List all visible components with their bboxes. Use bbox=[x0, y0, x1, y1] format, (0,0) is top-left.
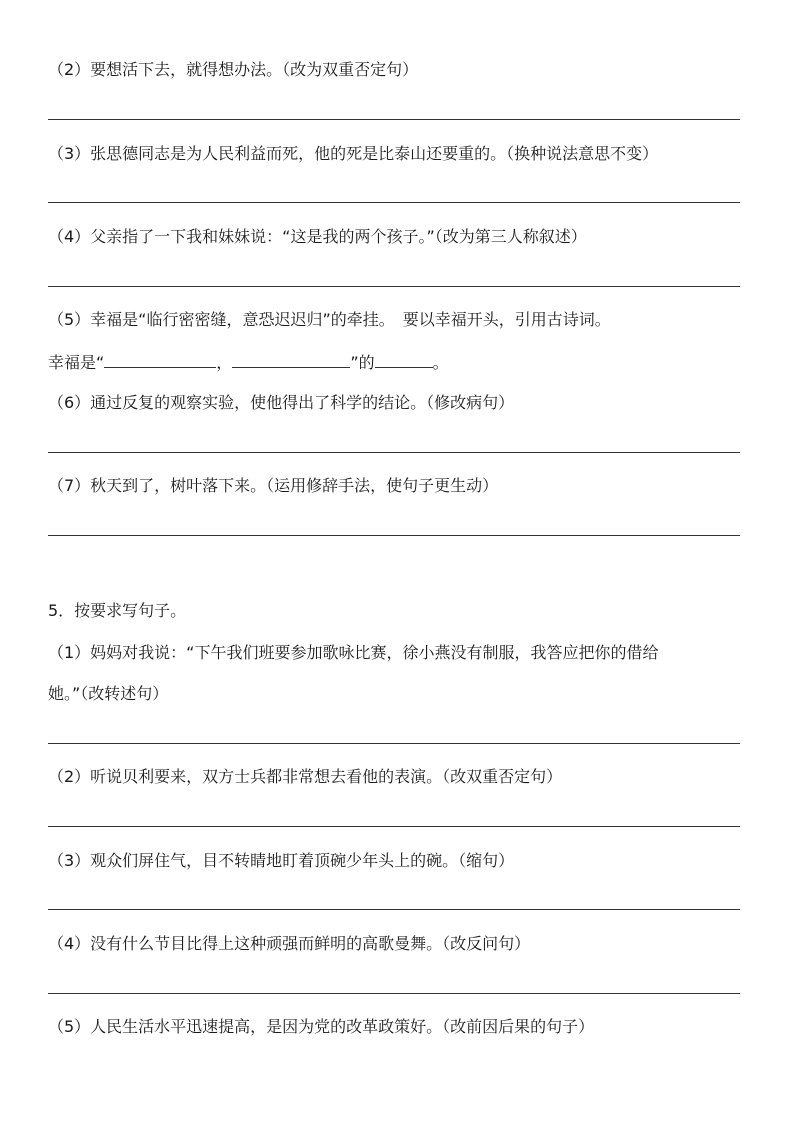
section-5-heading: 5．按要求写句子。 bbox=[48, 601, 187, 620]
fill-blank-2[interactable] bbox=[232, 352, 350, 368]
question-5-1-line-2: 她。”（改转述句） bbox=[48, 684, 169, 703]
answer-line-4-4 bbox=[48, 286, 740, 287]
fill-close: ”的 bbox=[350, 353, 375, 372]
fill-blank-1[interactable] bbox=[104, 352, 216, 368]
answer-line-4-6 bbox=[48, 452, 740, 453]
fill-blank-3[interactable] bbox=[375, 352, 433, 368]
answer-line-4-2 bbox=[48, 119, 740, 120]
fill-end: 。 bbox=[432, 353, 449, 372]
fill-separator: ， bbox=[216, 353, 233, 372]
question-5-1-line-1: （1）妈妈对我说：“下午我们班要参加歌咏比赛，徐小燕没有制服，我答应把你的借给 bbox=[48, 643, 659, 662]
question-5-5: （5）人民生活水平迅速提高，是因为党的改革政策好。（改前因后果的句子） bbox=[48, 1017, 595, 1036]
question-5-2: （2）听说贝利要来，双方士兵都非常想去看他的表演。（改双重否定句） bbox=[48, 767, 563, 786]
answer-line-5-3 bbox=[48, 909, 740, 910]
question-4-4: （4）父亲指了一下我和妹妹说：“这是我的两个孩子。”（改为第三人称叙述） bbox=[48, 227, 587, 246]
question-4-6: （6）通过反复的观察实验，使他得出了科学的结论。（修改病句） bbox=[48, 393, 515, 412]
answer-line-5-2 bbox=[48, 826, 740, 827]
question-4-3: （3）张思德同志是为人民利益而死，他的死是比泰山还要重的。（换种说法意思不变） bbox=[48, 144, 659, 163]
question-4-7: （7）秋天到了，树叶落下来。（运用修辞手法，使句子更生动） bbox=[48, 476, 499, 495]
fill-in-sentence-4-5 bbox=[48, 352, 449, 373]
question-5-3: （3）观众们屏住气，目不转睛地盯着顶碗少年头上的碗。（缩句） bbox=[48, 851, 515, 870]
answer-line-5-4 bbox=[48, 993, 740, 994]
answer-line-4-3 bbox=[48, 202, 740, 203]
answer-line-4-7 bbox=[48, 535, 740, 536]
question-4-2: （2）要想活下去，就得想办法。（改为双重否定句） bbox=[48, 60, 419, 79]
question-5-4: （4）没有什么节目比得上这种顽强而鲜明的高歌曼舞。（改反问句） bbox=[48, 934, 531, 953]
answer-line-5-1 bbox=[48, 743, 740, 744]
question-4-5: （5）幸福是“临行密密缝，意恐迟迟归”的牵挂。 要以幸福开头，引用古诗词。 bbox=[48, 310, 611, 329]
fill-prefix: 幸福是“ bbox=[48, 353, 105, 372]
